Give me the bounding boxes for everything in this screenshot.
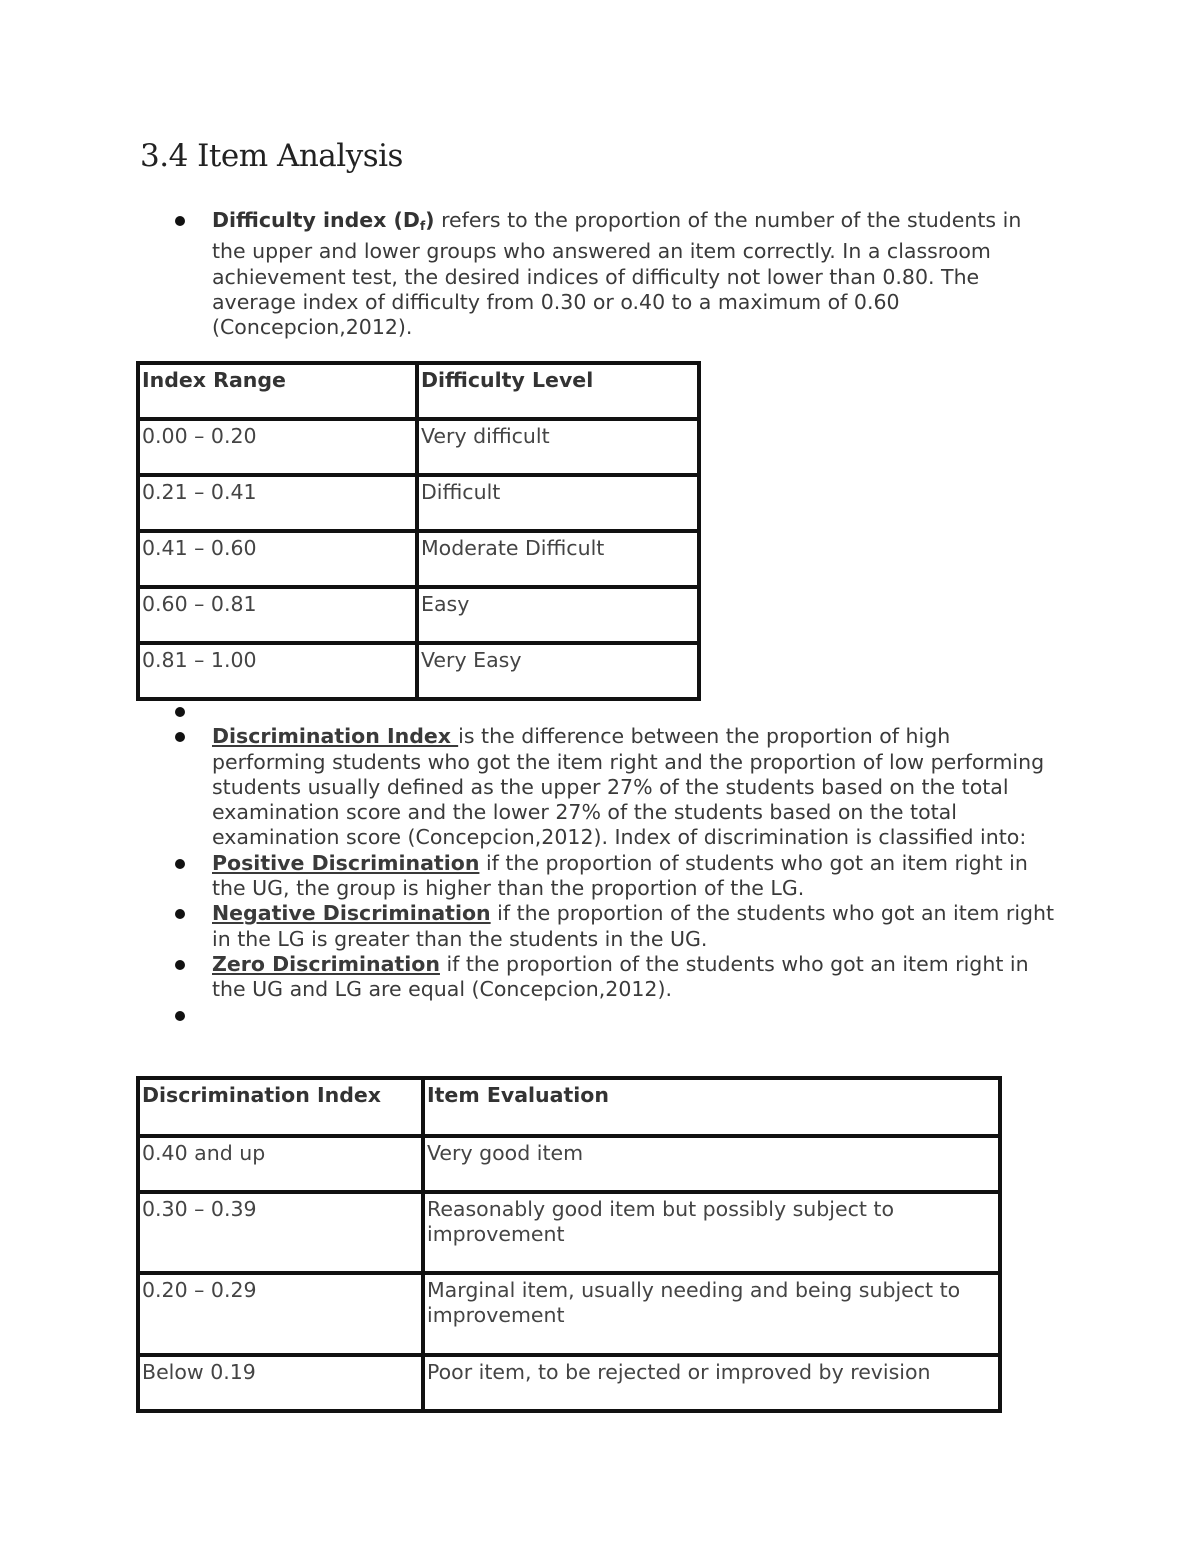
- table-cell: Marginal item, usually needing and being subject to improvement: [423, 1273, 1000, 1355]
- table-cell: 0.20 – 0.29: [138, 1273, 423, 1355]
- table-header-row: [138, 363, 699, 419]
- header-difficulty-level: Difficulty Level: [417, 363, 699, 419]
- empty-list-item: [175, 1003, 1055, 1028]
- table-cell: 0.00 – 0.20: [138, 419, 417, 475]
- table-cell: 0.21 – 0.41: [138, 475, 417, 531]
- table-cell: 0.30 – 0.39: [138, 1192, 423, 1273]
- table-row: [138, 1273, 1000, 1355]
- table-cell: Moderate Difficult: [417, 531, 699, 587]
- discrimination-index-item: Discrimination Index is the difference between the proportion of high performing students who got the item right and the proportion of low performing students usually defined as the upper 27% of the students based on the total examination score and the lower 27% of the students based on the total examination score (Concepcion,2012). Index of discrimination is classified into:: [175, 724, 1055, 850]
- table-cell: Very Easy: [417, 643, 699, 699]
- zero-discrimination-term: Zero Discrimination: [212, 951, 440, 976]
- table-row: [138, 531, 699, 587]
- table-cell: Below 0.19: [138, 1355, 423, 1411]
- table-row: [138, 1355, 1000, 1411]
- header-index-range: Index Range: [138, 363, 417, 419]
- table-cell: 0.81 – 1.00: [138, 643, 417, 699]
- table-row: [138, 1136, 1000, 1192]
- zero-discrimination-item: Zero Discrimination if the proportion of the students who got an item right in the UG and LG are equal (Concepcion,2012).: [175, 952, 1055, 1003]
- table-cell: 0.60 – 0.81: [138, 587, 417, 643]
- table-cell: 0.40 and up: [138, 1136, 423, 1192]
- discrimination-table: [136, 1076, 1002, 1413]
- header-discrimination-index: Discrimination Index: [138, 1078, 423, 1136]
- table-row: [138, 419, 699, 475]
- table-cell: Easy: [417, 587, 699, 643]
- difficulty-index-term: Difficulty index $(D_f)$: [212, 208, 435, 233]
- positive-discrimination-term: Positive Discrimination: [212, 850, 480, 875]
- table-cell: Poor item, to be rejected or improved by revision: [423, 1355, 1000, 1411]
- table-row: [138, 1192, 1000, 1273]
- difficulty-table: [136, 361, 701, 701]
- table-header-row: [138, 1078, 1000, 1136]
- difficulty-list: [175, 208, 1055, 340]
- negative-discrimination-item: Negative Discrimination if the proportion of the students who got an item right in the LG is greater than the students in the UG.: [175, 901, 1055, 952]
- discrimination-index-term: Discrimination Index: [212, 724, 459, 749]
- table-cell: 0.41 – 0.60: [138, 531, 417, 587]
- table-cell: Reasonably good item but possibly subject to improvement: [423, 1192, 1000, 1273]
- table-row: [138, 587, 699, 643]
- discrimination-list: [175, 699, 1055, 1028]
- table-row: [138, 643, 699, 699]
- negative-discrimination-term: Negative Discrimination: [212, 901, 491, 926]
- table-cell: Very difficult: [417, 419, 699, 475]
- empty-list-item: [175, 699, 1055, 724]
- table-cell: Very good item: [423, 1136, 1000, 1192]
- difficulty-index-text: refers to the proportion of the number of the students in the upper and lower groups who answered an item correctly. In a classroom achievement test, the desired indices of difficulty not lower than 0.80. The average index of difficulty from 0.30 or o.40 to a maximum of 0.60 (Concepcion,2012).: [212, 208, 1022, 340]
- difficulty-index-item: [175, 208, 1055, 340]
- positive-discrimination-item: Positive Discrimination if the proportion of students who got an item right in the UG, the group is higher than the proportion of the LG.: [175, 851, 1055, 902]
- table-row: [138, 475, 699, 531]
- section-heading: 3.4 Item Analysis: [140, 138, 403, 174]
- header-item-evaluation: Item Evaluation: [423, 1078, 1000, 1136]
- table-cell: Difficult: [417, 475, 699, 531]
